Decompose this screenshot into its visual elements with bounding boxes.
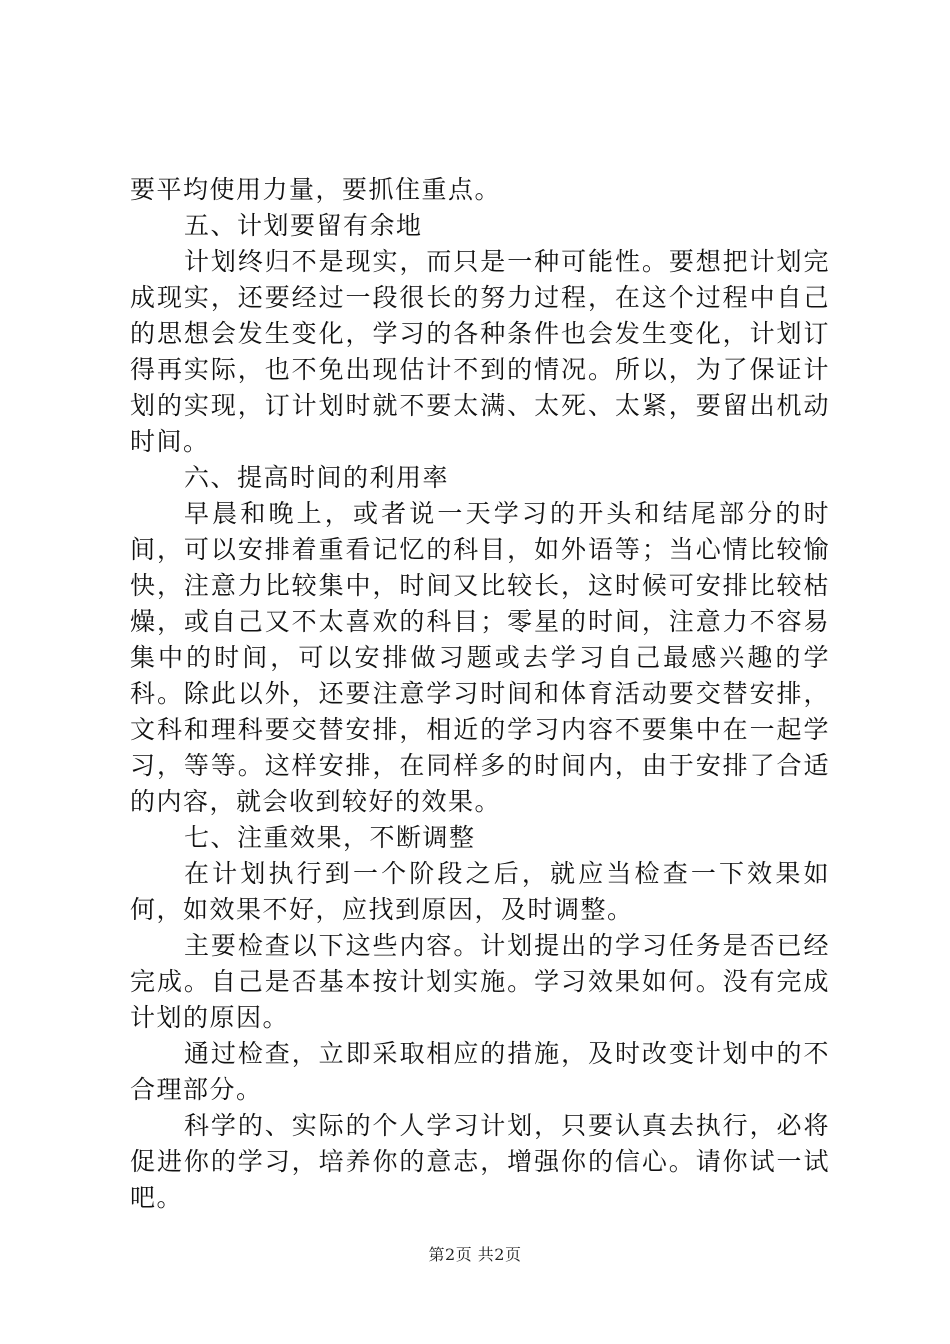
body-paragraph: 通过检查，立即采取相应的措施，及时改变计划中的不合理部分。: [130, 1039, 830, 1104]
document-body: [130, 172, 830, 1216]
body-paragraph-continued: 要平均使用力量，要抓住重点。: [130, 175, 502, 204]
section-heading-7: 七、注重效果，不断调整: [184, 823, 476, 852]
body-paragraph: 主要检查以下这些内容。计划提出的学习任务是否已经完成。自己是否基本按计划实施。学习效果如何。没有完成计划的原因。: [130, 931, 830, 1032]
section-heading-6: 六、提高时间的利用率: [184, 463, 450, 492]
body-paragraph: 计划终归不是现实，而只是一种可能性。要想把计划完成现实，还要经过一段很长的努力过程，在这个过程中自己的思想会发生变化，学习的各种条件也会发生变化，计划订得再实际，也不免出现估计不到的情况。所以，为了保证计划的实现，订计划时就不要太满、太死、太紧，要留出机动时间。: [130, 247, 830, 456]
section-heading-5: 五、计划要留有余地: [184, 211, 423, 240]
body-paragraph: 在计划执行到一个阶段之后，就应当检查一下效果如何，如效果不好，应找到原因，及时调整。: [130, 859, 830, 924]
page-number-footer: 第2页 共2页: [428, 1245, 522, 1264]
body-paragraph: 早晨和晚上，或者说一天学习的开头和结尾部分的时间，可以安排着重看记忆的科目，如外语等；当心情比较愉快，注意力比较集中，时间又比较长，这时候可安排比较枯燥，或自己又不太喜欢的科目；零星的时间，注意力不容易集中的时间，可以安排做习题或去学习自己最感兴趣的学科。除此以外，还要注意学习时间和体育活动要交替安排，文科和理科要交替安排，相近的学习内容不要集中在一起学习，等等。这样安排，在同样多的时间内，由于安排了合适的内容，就会收到较好的效果。: [130, 499, 830, 816]
body-paragraph: 科学的、实际的个人学习计划，只要认真去执行，必将促进你的学习，培养你的意志，增强你的信心。请你试一试吧。: [130, 1111, 830, 1212]
